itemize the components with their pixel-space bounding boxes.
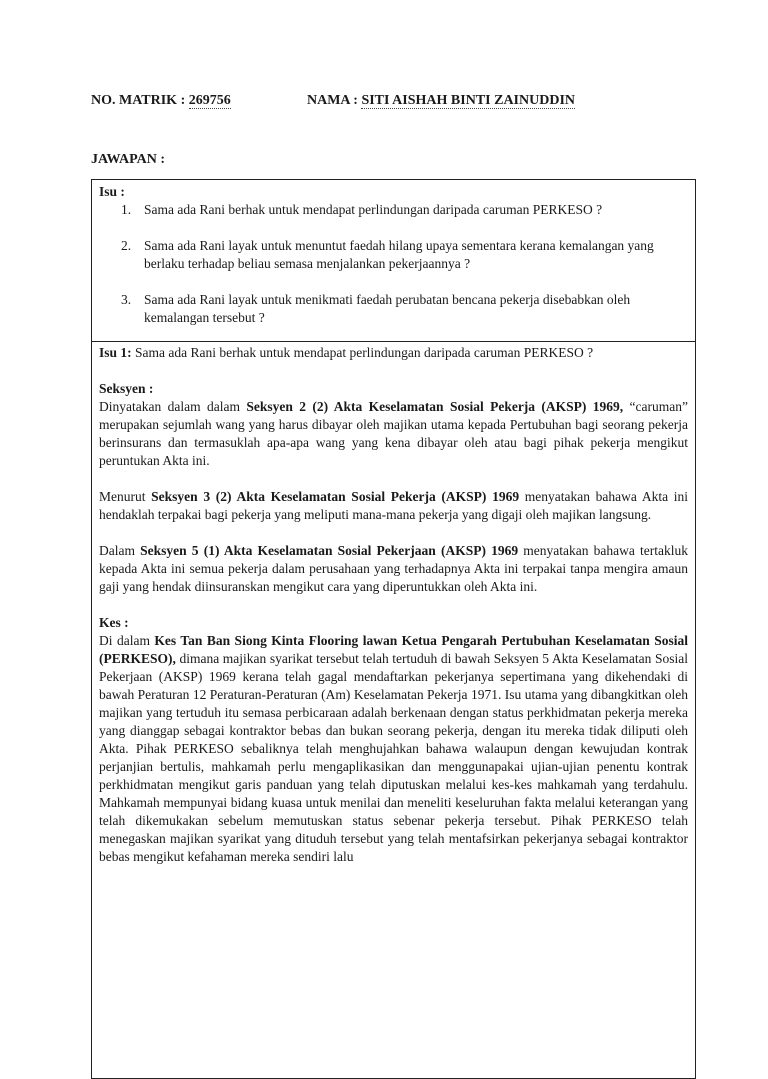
issue-item bbox=[99, 201, 688, 219]
matrik-label: NO. MATRIK : bbox=[91, 93, 186, 108]
issue-number: 2. bbox=[121, 238, 132, 253]
isu-label: Isu : bbox=[99, 184, 125, 199]
answer-table bbox=[91, 179, 696, 1079]
student-header bbox=[91, 93, 575, 109]
paragraph-seksyen-5: Dalam Seksyen 5 (1) Akta Keselamatan Sosial Pekerjaan (AKSP) 1969 menyatakan bahawa tertakluk kepada Akta ini semua pekerja dalam perusahaan yang terhadapnya Akta ini terpakai tanpa mengira amaun gaji yang hendak diinsuranskan mengikut cara yang diperuntukkan oleh Akta ini. bbox=[99, 543, 688, 594]
paragraph-seksyen-2: Dinyatakan dalam dalam Seksyen 2 (2) Akta Keselamatan Sosial Pekerja (AKSP) 1969, “caruman” merupakan sejumlah wang yang harus dibayar oleh majikan utama kepada Pertubuhan bagi seorang pekerja berinsurans dan termasuklah apa-apa wang yang kena dibayar oleh atau bagi pihak pekerja mengikut peruntukan Akta ini. bbox=[99, 399, 689, 468]
issue-number: 1. bbox=[121, 202, 132, 217]
matrik-value: 269756 bbox=[188, 93, 231, 108]
seksyen-label: Seksyen : bbox=[99, 381, 154, 396]
kes-label: Kes : bbox=[99, 615, 129, 630]
issue-item bbox=[99, 291, 688, 327]
issues-cell bbox=[92, 180, 695, 342]
issue-text: Sama ada Rani berhak untuk mendapat perlindungan daripada caruman PERKESO ? bbox=[144, 202, 603, 217]
issue-number: 3. bbox=[121, 292, 132, 307]
issue-text: Sama ada Rani layak untuk menikmati faedah perubatan bencana pekerja disebabkan oleh kemalangan tersebut ? bbox=[144, 292, 631, 325]
jawapan-heading: JAWAPAN : bbox=[91, 152, 166, 167]
isu1-question: Sama ada Rani berhak untuk mendapat perlindungan daripada caruman PERKESO ? bbox=[131, 345, 594, 360]
nama-value: SITI AISHAH BINTI ZAINUDDIN bbox=[361, 93, 575, 108]
paragraph-seksyen-3: Menurut Seksyen 3 (2) Akta Keselamatan Sosial Pekerja (AKSP) 1969 menyatakan bahawa Akta ini hendaklah terpakai bagi pekerja yang meliputi mana-mana pekerja yang digaji oleh majikan langsung. bbox=[99, 489, 688, 522]
nama-label: NAMA : bbox=[307, 93, 358, 108]
isu1-heading bbox=[99, 344, 688, 362]
issues-list bbox=[99, 201, 688, 327]
paragraph-kes: Di dalam Kes Tan Ban Siong Kinta Flooring lawan Ketua Pengarah Pertubuhan Keselamatan Sosial (PERKESO), dimana majikan syarikat tersebut telah tertuduh di bawah Seksyen 5 Akta Keselamatan Sosial Pekerjaan (AKSP) 1969 kerana telah gagal mendaftarkan pekerjanya sepertimana yang dikehendaki di bawah Peraturan 12 Peraturan-Peraturan (Am) Keselamatan Pekerja 1971. Isu utama yang dibangkitkan oleh majikan yang tertuduh itu semasa perbicaraan adalah berkenaan dengan status perkhidmatan pekerja mereka yang dianggap sebagai kontraktor bebas dan bukan seorang pekerja, dengan itu mereka tidak diliputi oleh Akta. Pihak PERKESO sebaliknya telah menghujahkan bahawa walaupun dengan kewujudan kontrak perjanjian bertulis, mahkamah perlu mengaplikasikan dan menggunapakai ujian-ujian penentu kontrak perkhidmatan mengikut garis panduan yang telah diputuskan melalui kes-kes mahkamah yang terdahulu. Mahkamah mempunyai bidang kuasa untuk menilai dan meneliti keseluruhan fakta melalui keterangan yang telah dikemukakan sebelum memutuskan status sebenar pekerja tersebut. Pihak PERKESO telah menegaskan majikan syarikat yang dituduh tersebut yang telah mentafsirkan pekerjanya sebagai kontraktor bebas mengikut kefahaman mereka sendiri lalu bbox=[99, 633, 688, 864]
issue-text: Sama ada Rani layak untuk menuntut faedah hilang upaya sementara kerana kemalangan yang berlaku terhadap beliau semasa menjalankan pekerjaannya ? bbox=[144, 238, 654, 271]
issue-item bbox=[99, 237, 688, 273]
nama-block bbox=[307, 93, 575, 109]
isu1-cell bbox=[92, 342, 695, 1078]
isu1-label: Isu 1: bbox=[99, 345, 132, 360]
